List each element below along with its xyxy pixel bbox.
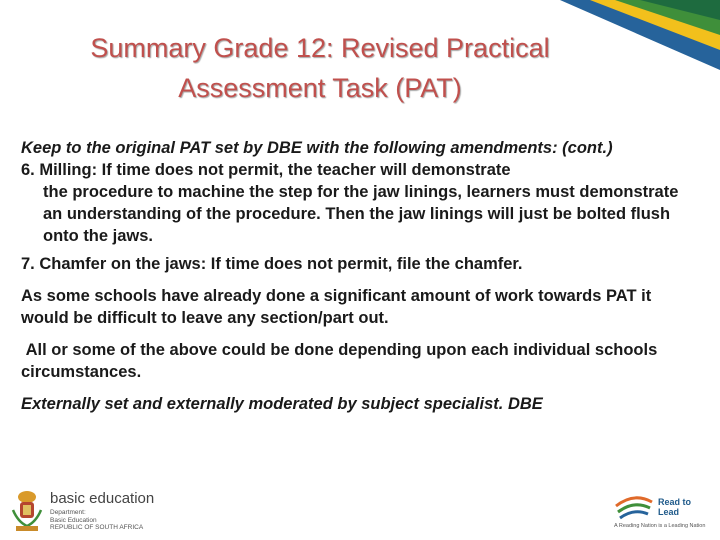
read-to-lead-title: Read to Lead bbox=[658, 497, 692, 517]
read-to-lead-tagline: A Reading Nation is a Leading Nation bbox=[614, 523, 706, 529]
paragraph-circumstances: All or some of the above could be done depending upon each individual schools circumstances. bbox=[21, 341, 662, 381]
book-swoosh-icon bbox=[614, 492, 654, 520]
dept-line: REPUBLIC OF SOUTH AFRICA bbox=[50, 524, 144, 531]
basic-education-logo bbox=[10, 488, 210, 534]
dept-line: Basic Education bbox=[50, 516, 97, 524]
title-line-2: Assessment Task (PAT) bbox=[178, 73, 462, 103]
dept-line: Department: bbox=[50, 509, 86, 516]
slide-title bbox=[0, 28, 640, 108]
item-6-continuation: the procedure to machine the step for the jaw linings, learners must demonstrate an understanding of the procedure. Then the jaw linings will just be bolted flush onto the jaws. bbox=[43, 183, 679, 245]
department-text bbox=[50, 509, 143, 532]
slide-body bbox=[21, 137, 691, 415]
closing-statement: Externally set and externally moderated by subject specialist. DBE bbox=[21, 395, 543, 413]
item-6-first-line: 6. Milling: If time does not permit, the teacher will demonstrate bbox=[21, 161, 511, 179]
brand-name: basic education bbox=[50, 490, 155, 507]
item-7: 7. Chamfer on the jaws: If time does not permit, file the chamfer. bbox=[21, 255, 523, 273]
paragraph-work-done: As some schools have already done a significant amount of work towards PAT it would be difficult to leave any section/part out. bbox=[21, 287, 652, 327]
title-line-1: Summary Grade 12: Revised Practical bbox=[90, 33, 550, 63]
coat-of-arms-icon bbox=[10, 488, 44, 534]
read-to-lead-logo bbox=[614, 492, 714, 534]
intro-text: Keep to the original PAT set by DBE with the following amendments: (cont.) bbox=[21, 139, 613, 157]
